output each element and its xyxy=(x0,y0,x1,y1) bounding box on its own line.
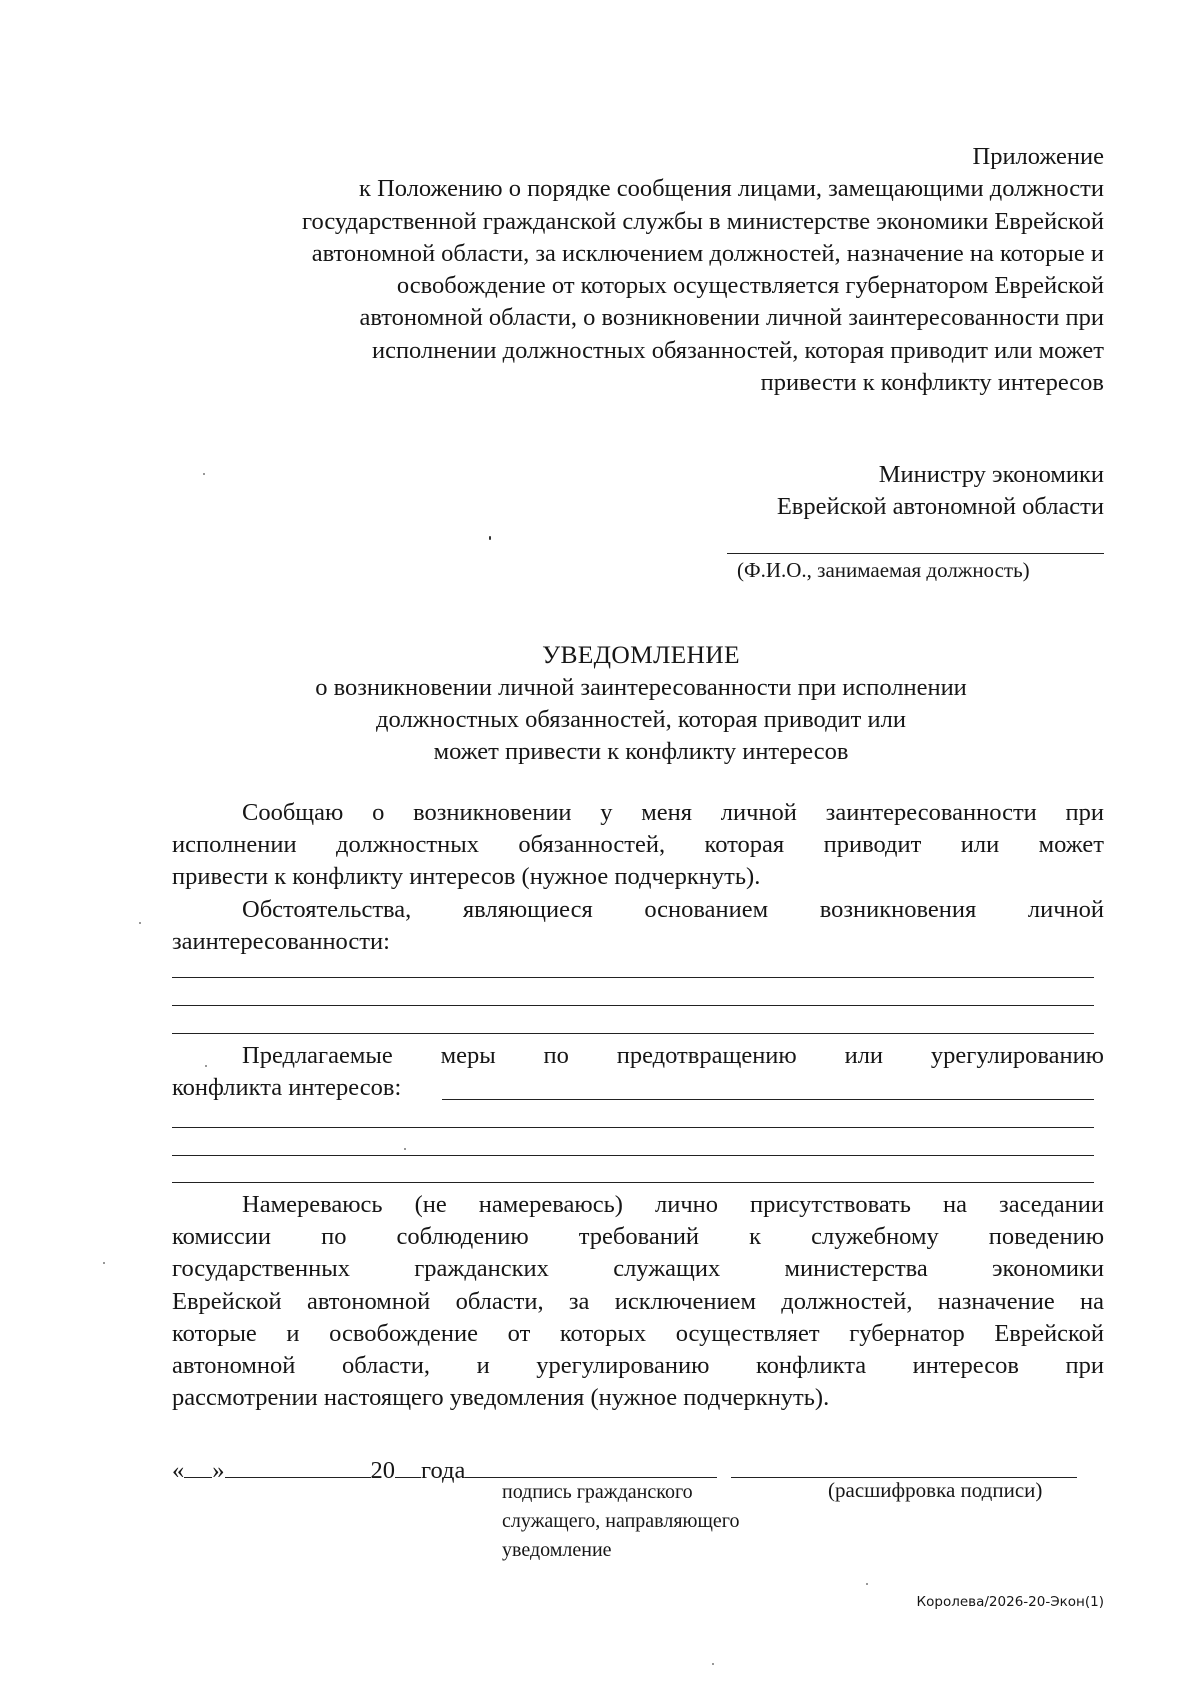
signature-caption-line: уведомление xyxy=(502,1539,612,1561)
appendix-line: автономной области, за исключением должностей, назначение на которые и xyxy=(311,239,1104,267)
appendix-line: привести к конфликту интересов xyxy=(760,369,1104,397)
attendance-paragraph xyxy=(172,1189,1104,1414)
subtitle-line: о возникновении личной заинтересованности при исполнении xyxy=(315,674,967,701)
measures-paragraph xyxy=(172,1040,1104,1104)
paragraph-line: комиссии по соблюдению требований к служебному поведению xyxy=(172,1223,1104,1251)
scan-speck xyxy=(489,536,491,540)
scan-speck xyxy=(404,1148,406,1150)
fio-blank-line xyxy=(727,553,1104,554)
appendix-line: Приложение xyxy=(972,143,1104,170)
circumstances-blank-line xyxy=(172,977,1094,978)
paragraph-line: рассмотрении настоящего уведомления (нужное подчеркнуть). xyxy=(172,1384,830,1412)
paragraph-line: привести к конфликту интересов (нужное подчеркнуть). xyxy=(172,863,761,891)
scan-speck xyxy=(203,473,205,475)
appendix-line: автономной области, о возникновении личной заинтересованности при xyxy=(359,304,1104,332)
document-subtitle xyxy=(0,672,1200,768)
addressee-block xyxy=(777,459,1104,523)
appendix-line: к Положению о порядке сообщения лицами, замещающими должности xyxy=(359,175,1104,203)
measures-blank-line xyxy=(172,1182,1094,1183)
month-blank xyxy=(225,1455,371,1478)
appendix-line: исполнении должностных обязанностей, которая приводит или может xyxy=(371,336,1104,364)
paragraph-line: государственных гражданских служащих министерства экономики xyxy=(172,1255,1104,1283)
day-blank xyxy=(184,1455,212,1478)
open-quote: « xyxy=(172,1457,185,1484)
measures-blank-line xyxy=(172,1155,1094,1156)
addressee-line: Министру экономики xyxy=(878,461,1104,488)
document-title: УВЕДОМЛЕНИЕ xyxy=(542,640,740,669)
paragraph-line: Предлагаемые меры по предотвращению или урегулированию xyxy=(242,1042,1104,1069)
paragraph-line: исполнении должностных обязанностей, которая приводит или может xyxy=(172,831,1104,859)
signature-caption-line: служащего, направляющего xyxy=(502,1510,740,1532)
notification-paragraph xyxy=(172,797,1104,894)
scan-speck xyxy=(139,922,141,924)
scan-speck xyxy=(103,1262,105,1264)
signature-blank xyxy=(465,1455,717,1478)
paragraph-line: Намереваюсь (не намереваюсь) лично присутствовать на заседании xyxy=(242,1191,1104,1218)
fio-caption: (Ф.И.О., занимаемая должность) xyxy=(737,558,1030,582)
subtitle-line: может привести к конфликту интересов xyxy=(433,738,849,765)
scan-speck xyxy=(712,1663,714,1665)
measures-blank-line xyxy=(442,1099,1094,1100)
paragraph-line: Еврейской автономной области, за исключением должностей, назначение на xyxy=(172,1287,1104,1315)
paragraph-line: заинтересованности: xyxy=(172,928,390,956)
circumstances-blank-line xyxy=(172,1033,1094,1034)
addressee-line: Еврейской автономной области xyxy=(776,493,1104,520)
scan-speck xyxy=(866,1583,868,1585)
measures-blank-line xyxy=(172,1127,1094,1128)
paragraph-line: Сообщаю о возникновении у меня личной заинтересованности при xyxy=(242,799,1104,826)
paragraph-line: конфликта интересов: xyxy=(172,1074,402,1102)
appendix-line: государственной гражданской службы в министерстве экономики Еврейской xyxy=(302,207,1104,235)
document-id: Королева/2026-20-Экон(1) xyxy=(916,1594,1104,1610)
decode-caption: (расшифровка подписи) xyxy=(828,1478,1043,1502)
signature-caption xyxy=(502,1478,739,1565)
paragraph-line: которые и освобождение от которых осуществляет губернатор Еврейской xyxy=(172,1319,1104,1347)
circumstances-blank-line xyxy=(172,1005,1094,1006)
paragraph-line: автономной области, и урегулированию конфликта интересов при xyxy=(172,1352,1104,1380)
circumstances-paragraph xyxy=(172,894,1104,958)
year-prefix: 20 xyxy=(370,1457,395,1484)
year-suffix: года xyxy=(421,1457,466,1484)
year-blank xyxy=(395,1455,421,1478)
scan-speck xyxy=(205,1065,207,1067)
subtitle-line: должностных обязанностей, которая приводит или xyxy=(376,706,906,733)
signature-decode-blank xyxy=(731,1455,1077,1478)
signature-caption-line: подпись гражданского xyxy=(502,1481,693,1503)
paragraph-line: Обстоятельства, являющиеся основанием возникновения личной xyxy=(242,896,1104,923)
appendix-header xyxy=(144,141,1104,399)
appendix-line: освобождение от которых осуществляется губернатором Еврейской xyxy=(396,272,1104,300)
close-quote: » xyxy=(212,1457,225,1484)
